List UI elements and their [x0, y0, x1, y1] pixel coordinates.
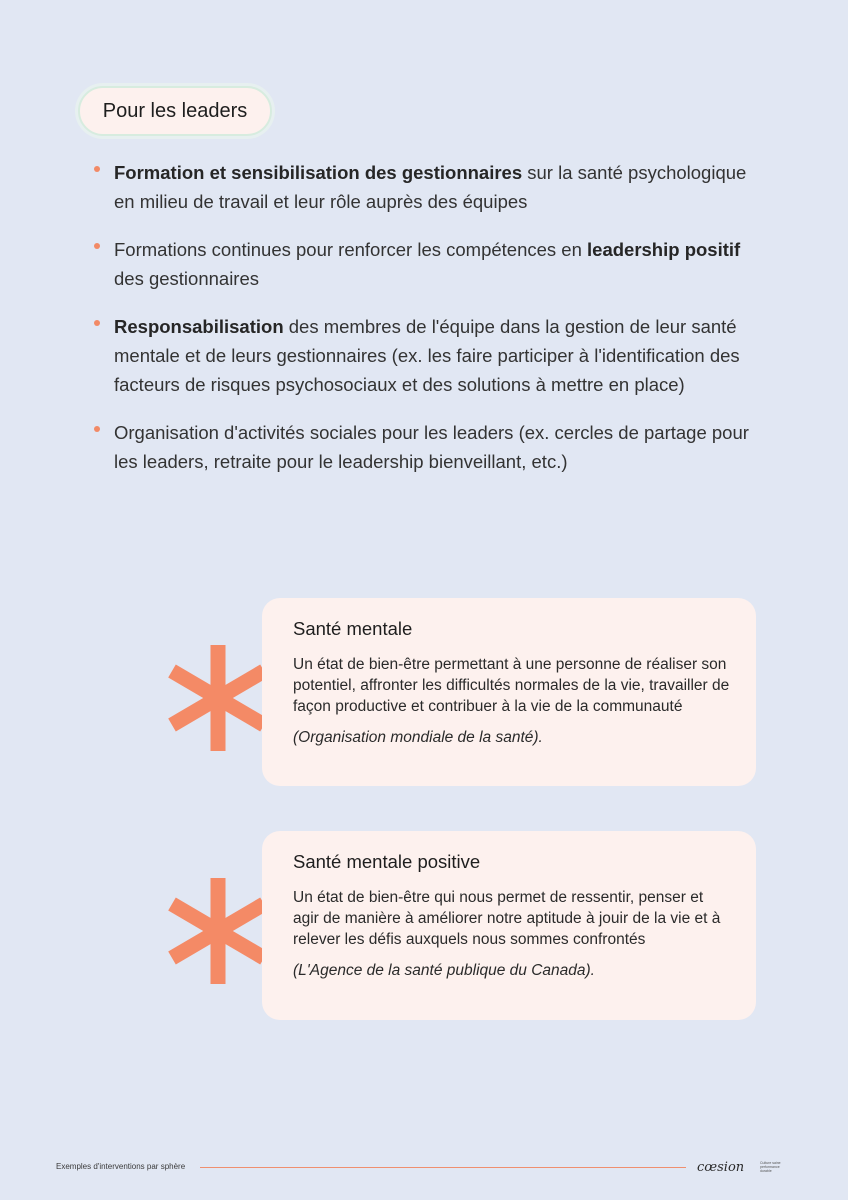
- asterisk-icon: [168, 643, 268, 753]
- bullet-bold: Formation et sensibilisation des gestionnaires: [114, 162, 523, 183]
- bullet-text: sur la santé psychologique en milieu de travail et leur rôle auprès des équipes: [114, 162, 747, 212]
- card-title: Santé mentale: [293, 618, 413, 639]
- list-item: [94, 418, 754, 476]
- section-pill: [78, 86, 272, 136]
- definition-card-mental-health: [262, 598, 756, 786]
- bullet-bold: leadership positif: [587, 239, 741, 260]
- brand-tagline: Culture saine performance durable: [760, 1161, 781, 1173]
- card-title: Santé mentale positive: [293, 851, 481, 872]
- card-source: (L'Agence de la santé publique du Canada).: [293, 962, 595, 979]
- card-body: Un état de bien-être qui nous permet de ressentir, penser et agir de manière à améliorer notre aptitude à jouir de la vie et à relever les défis auxquels nous sommes confrontés: [293, 889, 721, 948]
- footer-divider: [200, 1167, 686, 1168]
- bullet-dot-icon: [94, 243, 100, 249]
- bullet-list: [94, 158, 754, 495]
- bullet-dot-icon: [94, 166, 100, 172]
- bullet-text: des gestionnaires: [114, 268, 260, 289]
- card-body: Un état de bien-être permettant à une personne de réaliser son potentiel, affronter les difficultés normales de la vie, travailler de façon productive et contribuer à la vie de la communauté: [293, 656, 730, 715]
- bullet-text: Formations continues pour renforcer les compétences en: [114, 239, 588, 260]
- definition-card-positive-mental-health: [262, 831, 756, 1020]
- list-item: [94, 235, 754, 293]
- brand-logo: cœsion: [697, 1160, 745, 1175]
- bullet-dot-icon: [94, 426, 100, 432]
- asterisk-icon: [168, 876, 268, 986]
- footer-label: Exemples d'interventions par sphère: [56, 1162, 186, 1171]
- bullet-dot-icon: [94, 320, 100, 326]
- bullet-text: Organisation d'activités sociales pour les leaders (ex. cercles de partage pour les leaders, retraite pour le leadership bienveillant, etc.): [114, 422, 749, 472]
- list-item: [94, 158, 754, 216]
- section-title: Pour les leaders: [102, 99, 248, 122]
- bullet-text: des membres de l'équipe dans la gestion de leur santé mentale et de leurs gestionnaires (ex. les faire participer à l'identification des facteurs de risques psychosociaux et des solutions à mettre en place): [114, 316, 740, 395]
- list-item: [94, 312, 754, 399]
- bullet-bold: Responsabilisation: [114, 316, 284, 337]
- card-source: (Organisation mondiale de la santé).: [293, 729, 543, 746]
